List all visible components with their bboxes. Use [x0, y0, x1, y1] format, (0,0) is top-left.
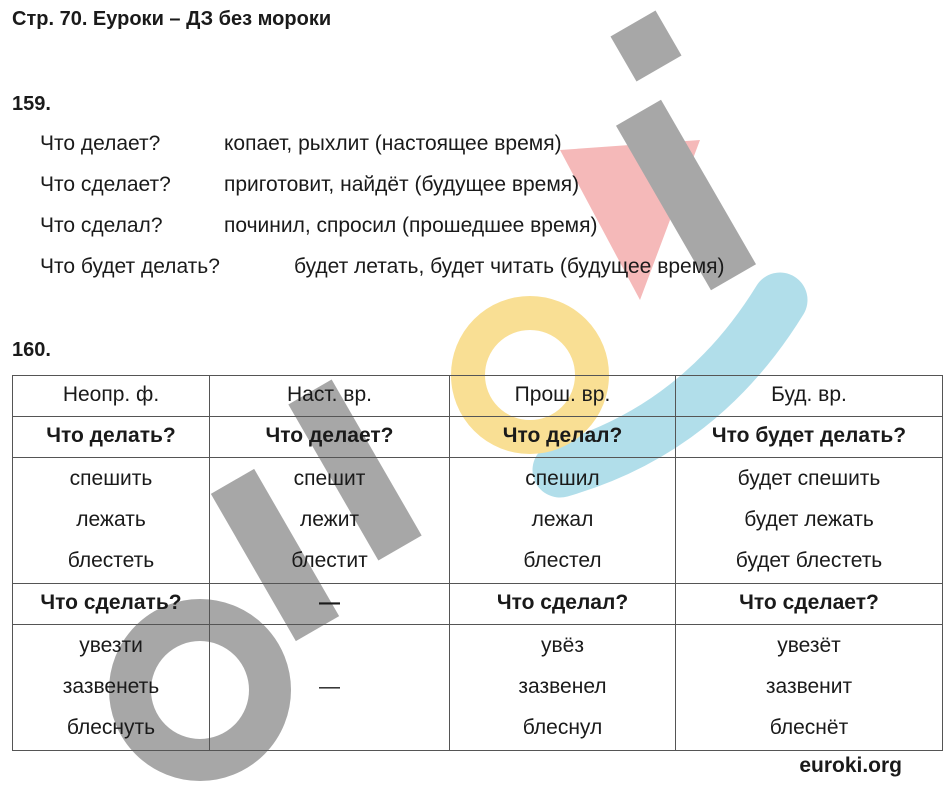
word-cell — [210, 458, 450, 584]
verb-form: будет лежать — [744, 508, 874, 531]
header-cell: Буд. вр. — [676, 376, 943, 417]
question-cell: Что будет делать? — [676, 417, 943, 458]
word-cell — [13, 625, 210, 751]
verb-form: спешит — [293, 467, 366, 490]
exercise-160-number: 160. — [12, 339, 51, 361]
verb-form: — — [319, 675, 340, 698]
verb-form: увезёт — [777, 634, 841, 657]
site-footer-link[interactable]: euroki.org — [799, 754, 902, 777]
verb-form: спешил — [525, 467, 600, 490]
header-cell: Прош. вр. — [450, 376, 676, 417]
question-cell: Что сделал? — [450, 584, 676, 625]
verb-form: лежит — [299, 508, 360, 531]
header-cell: Неопр. ф. — [13, 376, 210, 417]
question-cell: — — [210, 584, 450, 625]
page-title: Стр. 70. Еуроки – ДЗ без мороки — [12, 8, 332, 30]
answer: копает, рыхлит (настоящее время) — [224, 132, 562, 155]
table-row — [13, 625, 943, 751]
verb-form: зазвенеть — [62, 675, 160, 698]
question-cell: Что сделать? — [13, 584, 210, 625]
verb-form: увезти — [79, 634, 143, 657]
verb-form: блеснуть — [66, 716, 156, 739]
verb-form: зазвенит — [765, 675, 853, 698]
verb-form: блеснул — [522, 716, 603, 739]
table-row — [13, 458, 943, 584]
verb-form: блестел — [523, 549, 602, 572]
question: Что сделал? — [40, 214, 163, 237]
verb-form: увёз — [541, 634, 584, 657]
word-cell — [13, 458, 210, 584]
verb-form: будет спешить — [737, 467, 881, 490]
verb-form: лежать — [76, 508, 146, 531]
word-cell — [450, 458, 676, 584]
verb-form: лежал — [531, 508, 594, 531]
question-row — [13, 417, 943, 458]
verb-form: блеснёт — [769, 716, 849, 739]
verb-form: блестит — [291, 549, 368, 572]
verb-form: блестеть — [67, 549, 155, 572]
question-row — [13, 584, 943, 625]
word-cell — [676, 458, 943, 584]
question-cell: Что сделает? — [676, 584, 943, 625]
question: Что делает? — [40, 132, 161, 155]
question: Что будет делать? — [40, 255, 220, 278]
verb-form: спешить — [69, 467, 153, 490]
question-cell: Что делал? — [450, 417, 676, 458]
word-cell — [210, 625, 450, 751]
answer: будет летать, будет читать (будущее время) — [294, 255, 725, 278]
table-header-row — [13, 376, 943, 417]
question-cell: Что делать? — [13, 417, 210, 458]
verb-form: будет блестеть — [735, 549, 883, 572]
header-cell: Наст. вр. — [210, 376, 450, 417]
question: Что сделает? — [40, 173, 171, 196]
answer: починил, спросил (прошедшее время) — [224, 214, 598, 237]
word-cell — [450, 625, 676, 751]
verb-tense-table — [12, 375, 943, 751]
word-cell — [676, 625, 943, 751]
exercise-159-number: 159. — [12, 93, 51, 115]
question-cell: Что делает? — [210, 417, 450, 458]
verb-form: зазвенел — [518, 675, 607, 698]
answer: приготовит, найдёт (будущее время) — [224, 173, 580, 196]
